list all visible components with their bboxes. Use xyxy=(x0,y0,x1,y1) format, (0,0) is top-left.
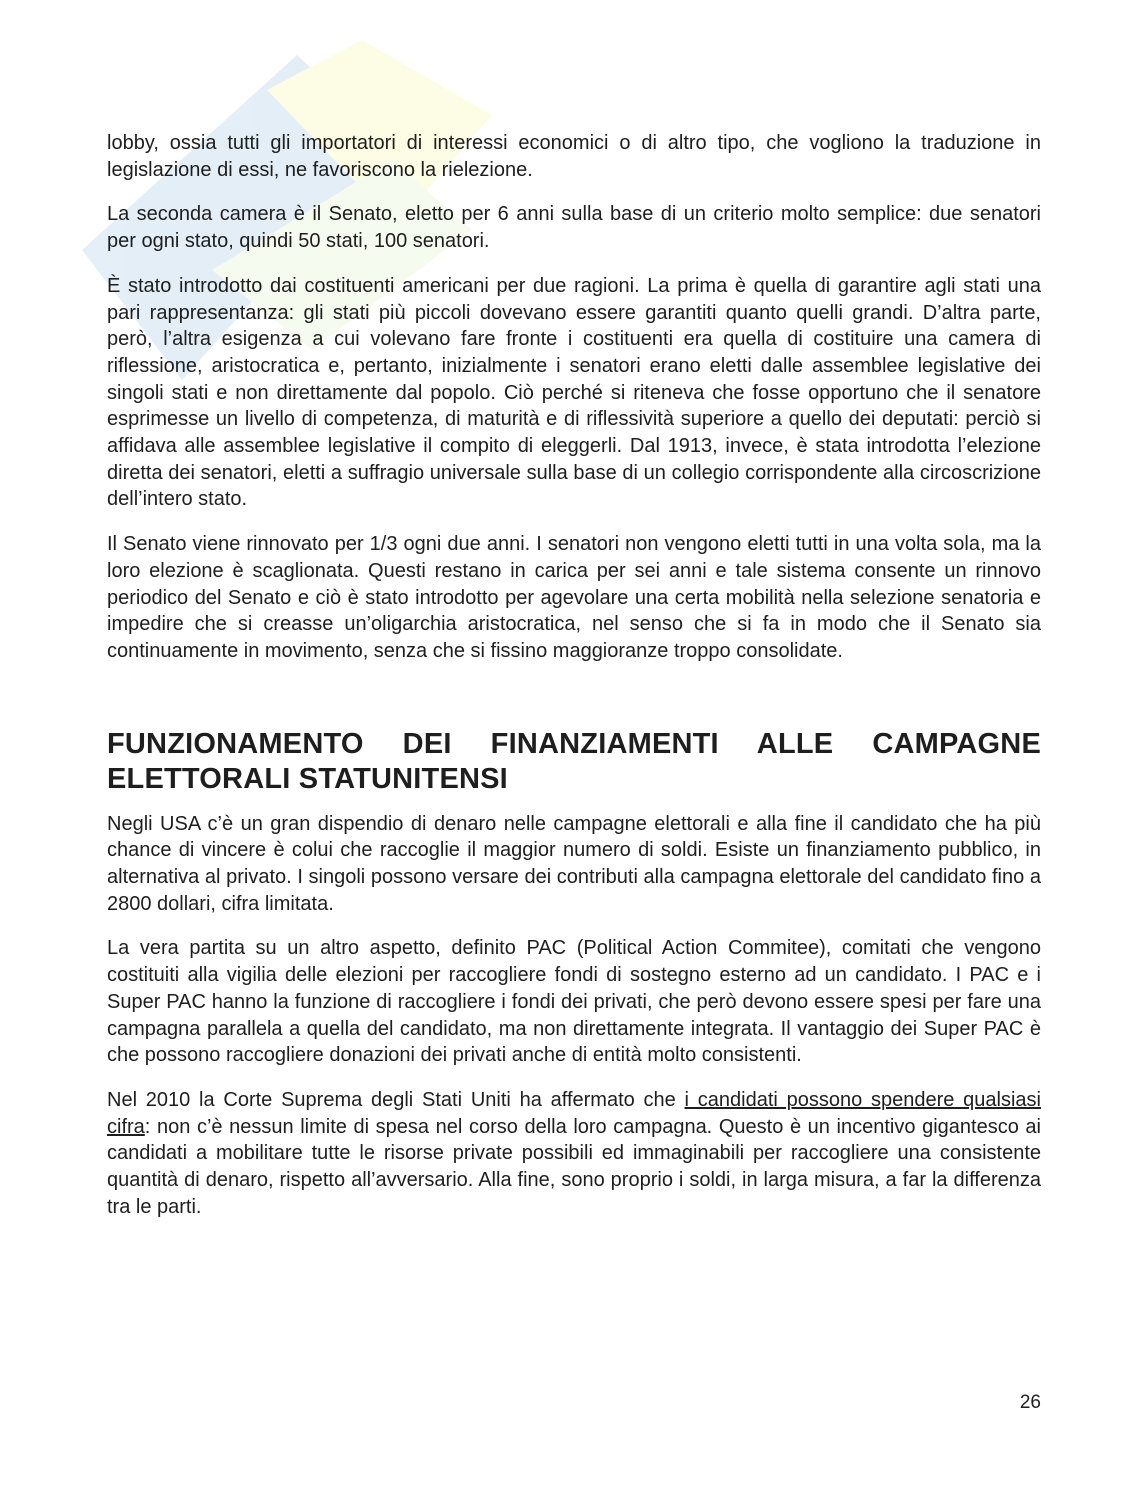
paragraph-pac: La vera partita su un altro aspetto, definito PAC (Political Action Commitee), comitati che vengono costituiti alla vigilia delle elezioni per raccogliere fondi di sostegno esterno ad un candidato. I PAC e i Super PAC hanno la funzione di raccogliere i fondi dei privati, che però devono essere spesi per fare una campagna parallela a quella del candidato, ma non direttamente integrata. Il vantaggio dei Super PAC è che possono raccogliere donazioni dei privati anche di entità molto consistenti. xyxy=(107,937,1041,1067)
paragraph-usa-campaign-spending: Negli USA c’è un gran dispendio di denaro nelle campagne elettorali e alla fine il candidato che ha più chance di vincere è colui che raccoglie il maggior numero di soldi. Esiste un finanziamento pubblico, in alternativa al privato. I singoli possono versare dei contributi alla campagna elettorale del candidato fino a 2800 dollari, cifra limitata. xyxy=(107,812,1041,915)
page-content xyxy=(107,130,1041,1239)
paragraph-text-after: : non c’è nessun limite di spesa nel corso della loro campagna. Questo è un incentivo gigantesco ai candidati a mobilitare tutte le risorse private possibili ed immaginabili per raccogliere una consistente quantità di denaro, rispetto all’avversario. Alla fine, sono proprio i soldi, in larga misura, a far la differenza tra le parti. xyxy=(107,1115,1041,1218)
page-number: 26 xyxy=(1019,1392,1041,1413)
section-heading: FUNZIONAMENTO DEI FINANZIAMENTI ALLE CAMPAGNE ELETTORALI STATUNITENSI xyxy=(107,727,1041,795)
paragraph-supreme-court-2010 xyxy=(107,1087,1041,1221)
paragraph-senate-renewal: Il Senato viene rinnovato per 1/3 ogni due anni. I senatori non vengono eletti tutti in una volta sola, ma la loro elezione è scaglionata. Questi restano in carica per sei anni e tale sistema consente un rinnovo periodico del Senato e ciò è stato introdotto per agevolare una certa mobilità nella selezione senatoria e impedire che si creasse un’oligarchia aristocratica, nel senso che si fa in modo che il Senato sia continuamente in movimento, senza che si fissino maggioranze troppo consolidate. xyxy=(107,533,1041,662)
paragraph-lobby: lobby, ossia tutti gli importatori di interessi economici o di altro tipo, che vogliono la traduzione in legislazione di essi, ne favoriscono la rielezione. xyxy=(107,132,1041,181)
paragraph-text-before: Nel 2010 la Corte Suprema degli Stati Uniti ha affermato che xyxy=(107,1088,685,1111)
paragraph-senate-intro: La seconda camera è il Senato, eletto per 6 anni sulla base di un criterio molto semplice: due senatori per ogni stato, quindi 50 stati, 100 senatori. xyxy=(107,203,1041,253)
underlined-phrase: i candidati possono spendere qualsiasi cifra xyxy=(107,1088,1041,1138)
paragraph-senate-origins: È stato introdotto dai costituenti americani per due ragioni. La prima è quella di garantire agli stati una pari rappresentanza: gli stati più piccoli dovevano essere garantiti quanto quelli grandi. D’altra parte, però, l’altra esigenza a cui volevano fare fronte i costituenti era quella di costituire una camera di riflessione, aristocratica e, pertanto, inizialmente i senatori erano eletti dalle assemblee legislative dei singoli stati e non direttamente dal popolo. Ciò perché si riteneva che fosse opportuno che il senatore esprimesse un livello di competenza, di maturità e di riflessività superiore a quello dei deputati: perciò si affidava alle assemblee legislative il compito di eleggerli. Dal 1913, invece, è stata introdotta l’elezione diretta dei senatori, eletti a suffragio universale sulla base di un collegio corrispondente alla circoscrizione dell’intero stato. xyxy=(107,274,1041,511)
